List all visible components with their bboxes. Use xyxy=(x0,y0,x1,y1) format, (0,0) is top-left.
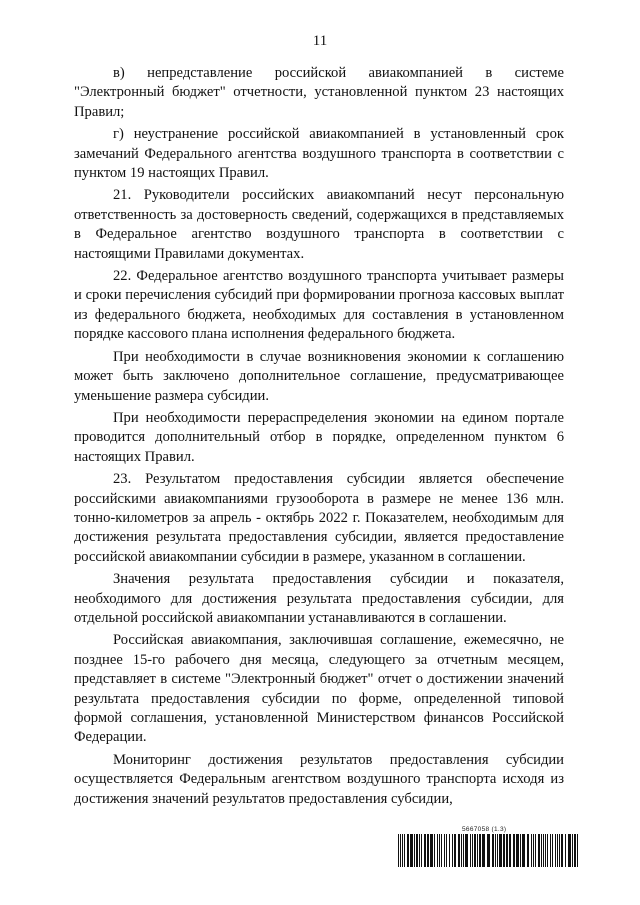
barcode-icon xyxy=(398,834,580,867)
document-body xyxy=(74,64,564,812)
page-number: 11 xyxy=(312,33,328,49)
paragraph-item-v: в) непредставление российской авиакомпанией в системе "Электронный бюджет" отчетности, установленной пунктом 23 настоящих Правил; xyxy=(74,65,564,120)
paragraph-monitoring: Мониторинг достижения результатов предоставления субсидии осуществляется Федеральным агентством воздушного транспорта исходя из достижения значений результатов предоставления субсидии, xyxy=(74,751,564,807)
paragraph-savings-redistribution: При необходимости перераспределения экономии на едином портале проводится дополнительный отбор в порядке, определенном пунктом 6 настоящих Правил. xyxy=(74,409,564,465)
barcode-block xyxy=(398,826,580,868)
paragraph-savings-agreement: При необходимости в случае возникновения экономии к соглашению может быть заключено дополнительное соглашение, предусматривающее уменьшение размера субсидии. xyxy=(74,348,564,404)
paragraph-result-values: Значения результата предоставления субсидии и показателя, необходимого для достижения результата предоставления субсидии, для отдельной российской авиакомпании устанавливаются в соглашении. xyxy=(74,571,564,626)
barcode-id-text: 5667058 (1.3) xyxy=(462,826,507,833)
paragraph-monthly-report: Российская авиакомпания, заключившая соглашение, ежемесячно, не позднее 15-го рабочего дня месяца, следующего за отчетным месяцем, представляет в системе "Электронный бюджет" отчет о достижении значений результата предоставления субсидии по форме, определенной типовой формой соглашения, установленной Министерством финансов Российской Федерации. xyxy=(74,632,564,746)
paragraph-21: 21. Руководители российских авиакомпаний несут персональную ответственность за достоверность сведений, содержащихся в представляемых в Федеральное агентство воздушного транспорта в соответствии с настоящими Правилами документах. xyxy=(74,187,564,262)
paragraph-22: 22. Федеральное агентство воздушного транспорта учитывает размеры и сроки перечисления субсидий при формировании прогноза кассовых выплат из федерального бюджета, необходимых для составления в установленном порядке кассового плана исполнения федерального бюджета. xyxy=(74,268,564,343)
paragraph-23: 23. Результатом предоставления субсидии является обеспечение российскими авиакомпаниями грузооборота в размере не менее 136 млн. тонно-километров за апрель - октябрь 2022 г. Показателем, необходимым для достижения результата предоставления субсидии, является предоставление российской авиакомпании субсидии в размере, указанном в соглашении. xyxy=(74,471,564,565)
paragraph-item-g: г) неустранение российской авиакомпанией в установленный срок замечаний Федерального агентства воздушного транспорта в соответствии с пунктом 19 настоящих Правил. xyxy=(74,126,564,182)
